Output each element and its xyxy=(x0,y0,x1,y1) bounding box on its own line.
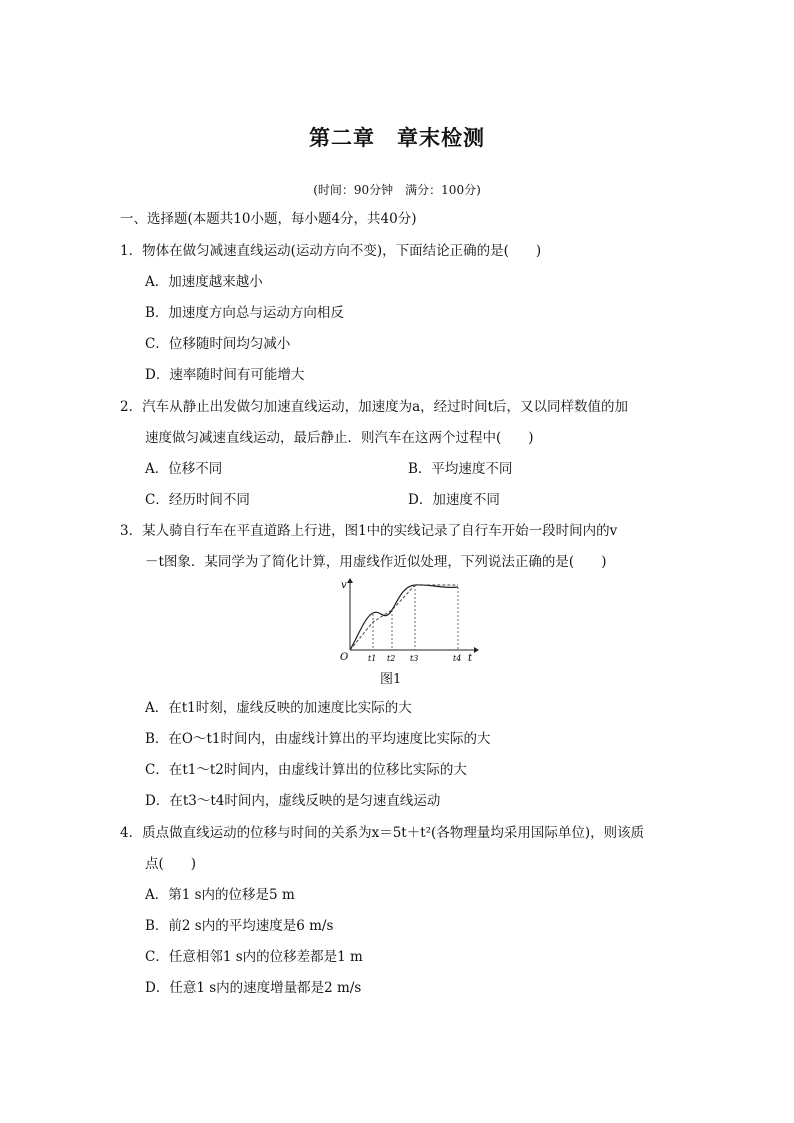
question-4-stem-line1: 4．质点做直线运动的位移与时间的关系为x＝5t＋t²(各物理量均采用国际单位)，则该质 xyxy=(120,825,645,841)
section-heading: 一、选择题(本题共10小题，每小题4分，共40分) xyxy=(120,211,417,227)
question-1-stem: 1．物体在做匀减速直线运动(运动方向不变)，下面结论正确的是( ) xyxy=(120,243,542,259)
origin-label: O xyxy=(340,652,349,662)
tick-t2: t2 xyxy=(387,654,396,662)
q1-option-c: C．位移随时间均匀减小 xyxy=(145,336,291,352)
q2-option-b: B．平均速度不同 xyxy=(408,461,513,477)
q1-option-b: B．加速度方向总与运动方向相反 xyxy=(145,305,344,321)
q4-option-a: A．第1 s内的位移是5 m xyxy=(145,887,295,903)
y-axis-label: v xyxy=(341,580,347,591)
question-2-stem-line1: 2．汽车从静止出发做匀加速直线运动，加速度为a，经过时间t后，又以同样数值的加 xyxy=(120,399,629,415)
tick-t3: t3 xyxy=(410,654,419,662)
q4-option-b: B．前2 s内的平均速度是6 m/s xyxy=(145,918,334,934)
q2-option-a: A．位移不同 xyxy=(145,461,223,477)
x-axis-arrow-icon xyxy=(474,647,479,653)
q4-option-d: D．任意1 s内的速度增量都是2 m/s xyxy=(145,980,362,996)
tick-t4: t4 xyxy=(453,654,462,662)
vt-graph-figure xyxy=(340,577,480,662)
page-title: 第二章 章末检测 xyxy=(309,126,485,150)
tick-t1: t1 xyxy=(368,654,377,662)
q2-option-d: D．加速度不同 xyxy=(408,492,500,508)
question-3-stem-line1: 3．某人骑自行车在平直道路上行进，图1中的实线记录了自行车开始一段时间内的v xyxy=(120,523,618,539)
q1-option-d: D．速率随时间有可能增大 xyxy=(145,367,305,383)
q4-option-c: C．任意相邻1 s内的位移差都是1 m xyxy=(145,949,363,965)
q3-option-a: A．在t1时刻，虚线反映的加速度比实际的大 xyxy=(145,700,412,716)
q3-option-b: B．在O～t1时间内，由虚线计算出的平均速度比实际的大 xyxy=(145,731,491,747)
q3-option-d: D．在t3～t4时间内，虚线反映的是匀速直线运动 xyxy=(145,793,441,809)
approx-dashed-curve xyxy=(350,585,458,650)
exam-info: (时间：90分钟 满分：100分) xyxy=(313,183,481,197)
question-2-stem-line2: 速度做匀减速直线运动，最后静止．则汽车在这两个过程中( ) xyxy=(145,430,534,446)
q3-option-c: C．在t1～t2时间内，由虚线计算出的位移比实际的大 xyxy=(145,762,467,778)
q2-option-c: C．经历时间不同 xyxy=(145,492,250,508)
question-4-stem-line2: 点( ) xyxy=(145,856,197,872)
q1-option-a: A．加速度越来越小 xyxy=(145,274,263,290)
y-axis-arrow-icon xyxy=(347,578,353,583)
question-3-stem-line2: －t图象．某同学为了简化计算，用虚线作近似处理，下列说法正确的是( ) xyxy=(145,554,607,570)
actual-curve xyxy=(350,585,458,650)
figure-caption: 图1 xyxy=(380,672,402,687)
x-axis-label: t xyxy=(468,653,473,662)
